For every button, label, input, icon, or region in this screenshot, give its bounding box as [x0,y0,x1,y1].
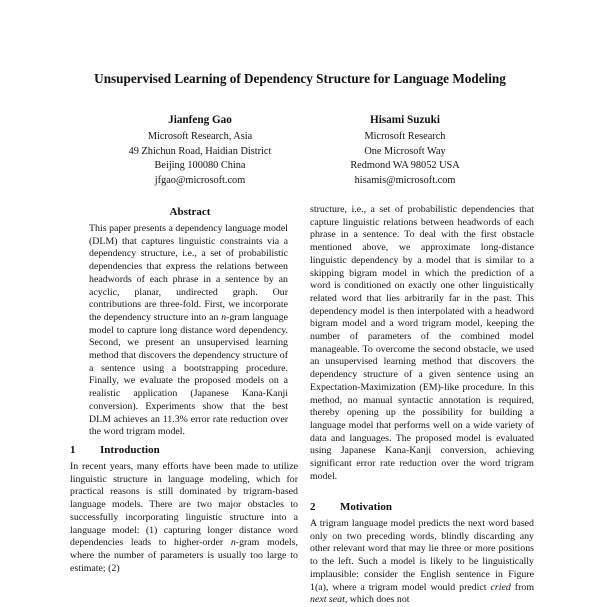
author-affiliation-line: Microsoft Research, Asia [147,131,253,143]
motivation-body [310,518,534,607]
introduction-body [70,461,298,575]
abstract-paragraph: This paper presents a dependency language model (DLM) that captures linguistic constraints via a dependency structure, i.e., a set of probabilistic dependencies that express the relations between headwords of each phrase in a sentence by an acyclic, planar, undirected graph. Our contributions are three-fold. First, we incorporate the dependency structure into an n-gram language model to capture long distance word dependency. Second, we present an unsupervised learning method that discovers the dependency structure of a sentence using a bootstrapping procedure. Finally, we evaluate the proposed models on a realistic application (Japanese Kana-Kanji conversion). Experiments show that the best DLM achieves an 11.3% error rate reduction over the word trigram model. [89,223,288,438]
motivation-paragraph: A trigram language model predicts the next word based only on two preceding words, blindly discarding any other relevant word that may lie three or more positions to the left. Such a model is likely to be linguistically implausible: consider the English sentence in Figure 1(a), where a trigram model would predict cried from next seat, which does not [310,518,534,606]
author-email: jfgao@microsoft.com [154,174,246,186]
section-number: 1 [70,444,76,456]
author-affiliation-line: Redmond WA 98052 USA [350,160,460,172]
author-name: Hisami Suzuki [370,114,440,126]
author-block [100,113,300,188]
author-affiliation-line: Microsoft Research [364,131,446,143]
section-heading-motivation [310,501,392,513]
section-title: Motivation [340,501,392,513]
author-name: Jianfeng Gao [168,114,232,126]
section-title: Introduction [100,444,160,456]
section-heading-introduction [70,444,160,456]
introduction-paragraph: In recent years, many efforts have been made to utilize linguistic structure in language modeling, which for practical reasons is still dominated by trigram-based language models. There are two major obstacles to successfully incorporating linguistic structure into a language model: (1) capturing longer distance word dependencies leads to higher-order n-gram models, where the number of parameters is usually too large to estimate; (2) [70,461,298,574]
author-email: hisamis@microsoft.com [354,174,456,186]
author-affiliation-line: 49 Zhichun Road, Haidian District [128,145,272,157]
author-affiliation-line: One Microsoft Way [364,145,446,157]
right-column-paragraph: structure, i.e., a set of probabilistic dependencies that capture linguistic relations between headwords of each phrase in a sentence. To deal with the first obstacle mentioned above, we approximate long-distance linguistic dependency by a model that is similar to a skipping bigram model in which the prediction of a word is conditioned on exactly one other linguistically related word that lies arbitrarily far in the past. This dependency model is then interpolated with a headword bigram model and a word trigram model, keeping the number of parameters of the combined model manageable. To overcome the second obstacle, we used an unsupervised learning method that discovers the dependency structure of a given sentence using an Expectation-Maximization (EM)-like procedure. In this method, no manual syntactic annotation is required, thereby opening up the possibility for building a language model that performs well on a wide variety of data and languages. The proposed model is evaluated using Japanese Kana-Kanji conversion, achieving significant error rate reduction over the word trigram model. [310,204,534,482]
author-block [305,113,505,188]
author-affiliation-line: Beijing 100080 China [154,160,246,172]
abstract-body [89,223,288,439]
page-title: Unsupervised Learning of Dependency Structure for Language Modeling [94,71,506,86]
abstract-heading: Abstract [169,206,211,218]
section-number: 2 [310,501,316,513]
